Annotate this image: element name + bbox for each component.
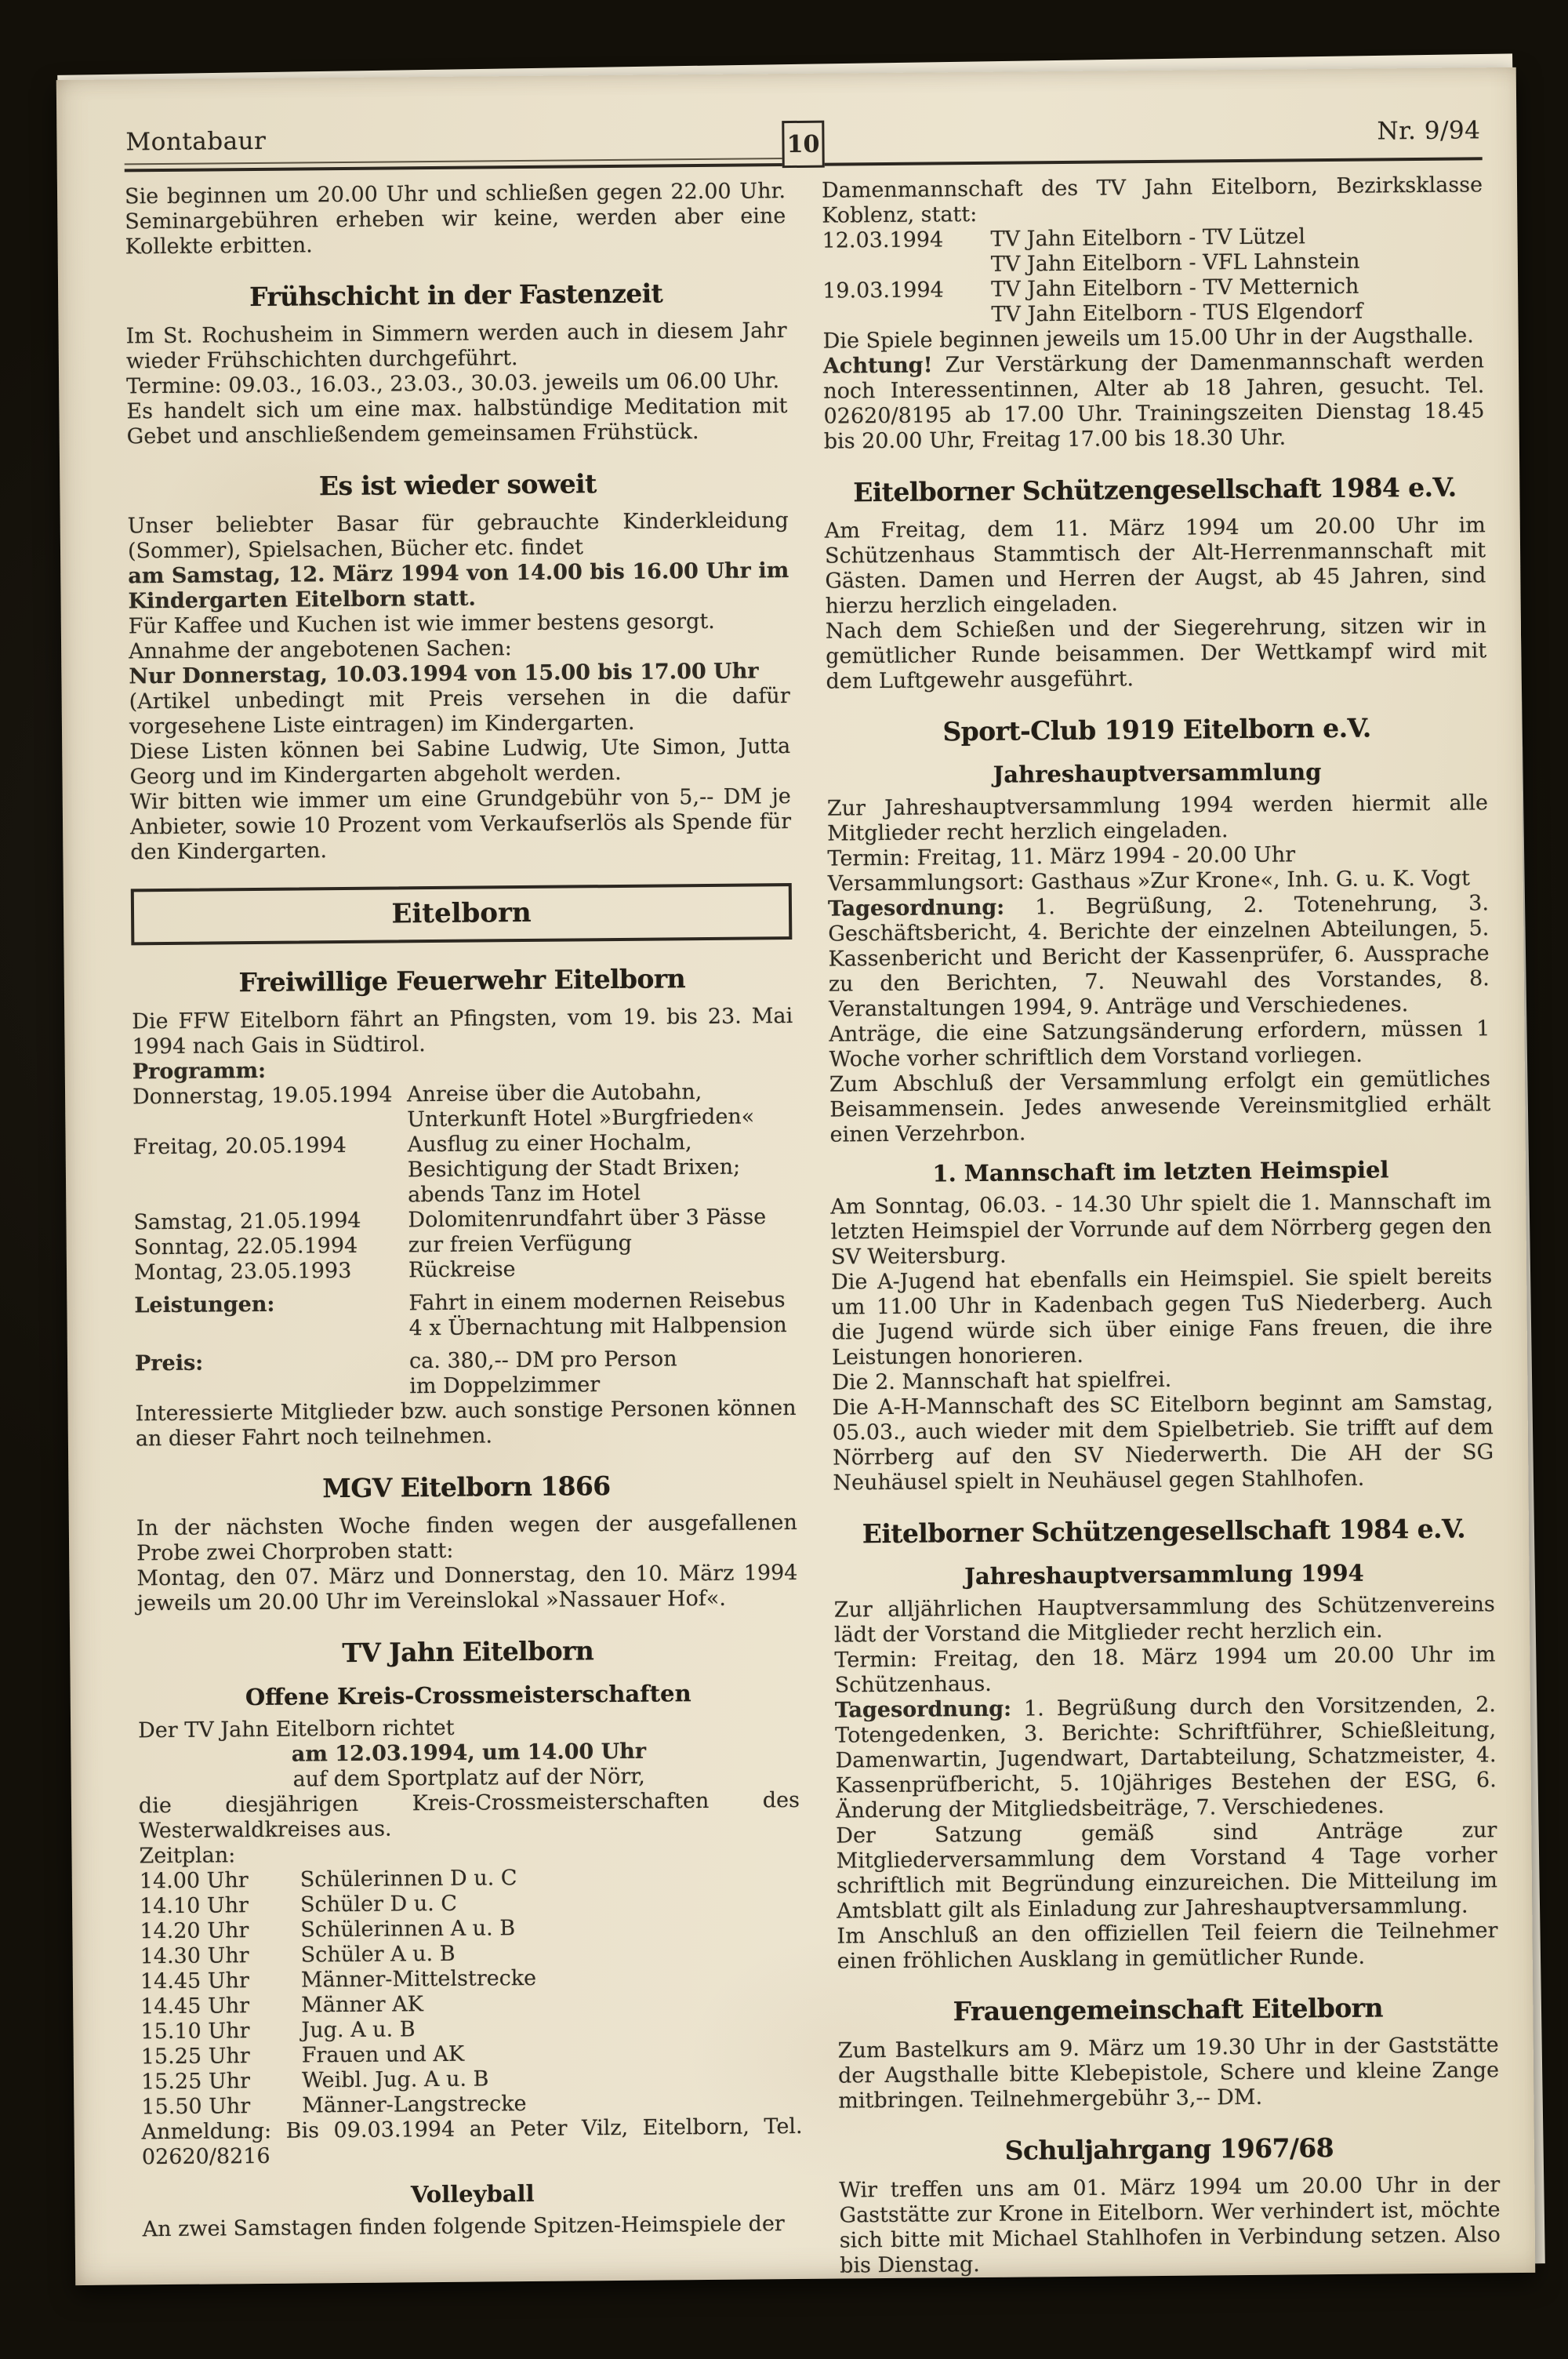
row-value <box>408 1288 796 1341</box>
row-value-line: Ausflug zu einer Hochalm, Besichtigung der Stadt Brixen; <box>407 1130 741 1183</box>
row-value-line: Schülerinnen D u. C <box>299 1866 517 1892</box>
row-value-line: Weibl. Jug. A u. B <box>301 2066 489 2093</box>
paragraph: Am Sonntag, 06.03. - 14.30 Uhr spielt die 1. Mannschaft im letzten Heimspiel der Vorrunde auf dem Nörrberg gegen den SV Weitersburg. <box>830 1189 1492 1270</box>
paragraph: Es handelt sich um eine max. halbstündige Meditation mit Gebet und anschließendem gemeinsamen Frühstück. <box>126 394 788 449</box>
row-label: Leistungen: <box>134 1292 275 1318</box>
page-number: 10 <box>786 130 820 158</box>
sub-heading: 1. Mannschaft im letzten Heimspiel <box>932 1156 1389 1187</box>
page-number-box <box>782 121 825 168</box>
page-content <box>56 67 1535 2285</box>
left-column <box>125 179 804 2284</box>
paragraph: Sie beginnen um 20.00 Uhr und schließen gegen 22.00 Uhr. Seminargebühren erheben wir keine, werden aber eine Kollekte erbitten. <box>124 179 786 260</box>
table-row <box>134 1255 795 1285</box>
paragraph <box>823 348 1485 454</box>
row-label: 19.03.1994 <box>822 278 944 304</box>
trip-program <box>132 1079 796 1401</box>
right-column <box>822 173 1501 2278</box>
paragraph: Für Kaffee und Kuchen ist wie immer bestens gesorgt. <box>128 609 715 639</box>
row-value-line: Schüler D u. C <box>299 1891 458 1917</box>
section-heading: Frauengemeinschaft Eitelborn <box>953 1992 1384 2027</box>
row-value-line: Schülerinnen A u. B <box>300 1916 516 1943</box>
row-value-line: Fahrt in einem modernen Reisebus <box>408 1288 786 1316</box>
paragraph: Termine: 09.03., 16.03., 23.03., 30.03. jeweils um 06.00 Uhr. <box>126 369 780 399</box>
row-label: 15.25 Uhr <box>140 2069 251 2095</box>
table-row <box>133 1129 795 1210</box>
sub-heading: Jahreshauptversammlung <box>993 758 1322 788</box>
sub-heading: Jahreshauptversammlung 1994 <box>964 1559 1364 1590</box>
row-label: Freitag, 20.05.1994 <box>132 1133 347 1160</box>
paragraph: Im St. Rochusheim in Simmern werden auch in diesem Jahr wieder Frühschichten durchgeführt. <box>125 318 787 374</box>
paragraph: Im Anschluß an den offiziellen Teil feiern die Teilnehmer einen fröhlichen Ausklang in gemütlicher Runde. <box>837 1918 1498 1974</box>
row-value-line: Rückreise <box>408 1257 516 1283</box>
row-value <box>407 1129 794 1208</box>
bold-lead-text: Tagesordnung: <box>834 1696 1012 1723</box>
row-value-line: Männer-Mittelstrecke <box>300 1965 537 1993</box>
paragraph: Montag, den 07. März und Donnerstag, den 10. März 1994 jeweils um 20.00 Uhr im Vereinslokal »Nassauer Hof«. <box>136 1560 798 1616</box>
row-value-line: TV Jahn Eitelborn - VFL Lahnstein <box>990 249 1360 277</box>
paragraph: auf dem Sportplatz auf der Nörr, <box>292 1764 645 1792</box>
table-row <box>134 1288 796 1343</box>
paragraph: Zur Jahreshauptversammlung 1994 werden hiermit alle Mitglieder recht herzlich eingeladen. <box>826 791 1489 846</box>
row-label <box>822 253 991 279</box>
paragraph-text: 1. Begrüßung, 2. Totenehrung, 3. Geschäftsbericht, 4. Berichte der einzelnen Abteilungen, 5. Kassenbericht und Bericht der Kassenprüfer, 6. Aussprache zu den Berichten, 7. Neuwahl des Vorstandes, 8. Veranstaltungen 1994, 9. Anträge und Verschiedenes. <box>828 891 1490 1022</box>
row-value-line: Männer AK <box>301 1992 424 2018</box>
bold-lead-text: Achtung! <box>822 353 933 379</box>
row-label: Sonntag, 22.05.1994 <box>133 1233 358 1260</box>
paragraph: Nur Donnerstag, 10.03.1994 von 15.00 bis 17.00 Uhr <box>129 659 759 689</box>
paragraph: Unser beliebter Basar für gebrauchte Kinderkleidung (Sommer), Spielsachen, Bücher etc. findet <box>127 508 789 564</box>
paragraph: Versammlungsort: Gasthaus »Zur Krone«, Inh. G. u. K. Vogt <box>827 866 1471 896</box>
row-value-line: Männer-Langstrecke <box>302 2092 527 2118</box>
section-heading: Eitelborner Schützengesellschaft 1984 e.V. <box>862 1513 1466 1550</box>
row-label: 15.25 Uhr <box>140 2044 250 2070</box>
row-value-line: Jug. A u. B <box>301 2017 416 2043</box>
row-label: Preis: <box>134 1350 204 1376</box>
row-value-line: Dolomitenrundfahrt über 3 Pässe <box>408 1205 767 1233</box>
paragraph: Zum Bastelkurs am 9. März um 19.30 Uhr in der Gaststätte der Augsthalle bitte Klebepistole, Schere und kleine Zange mitbringen. Teilnehmergebühr 3,-- DM. <box>837 2033 1500 2114</box>
paragraph: Damenmannschaft des TV Jahn Eitelborn, Bezirksklasse Koblenz, statt: <box>821 173 1483 228</box>
row-label: 15.50 Uhr <box>141 2094 251 2120</box>
cross-schedule <box>140 1863 803 2120</box>
row-label: 14.20 Uhr <box>140 1918 249 1944</box>
paragraph: Programm: <box>132 1058 267 1085</box>
paragraph: Zeitplan: <box>139 1843 236 1869</box>
paragraph: Zum Abschluß der Versammlung erfolgt ein gemütliches Beisammensein. Jedes anwesende Vereinsmitglied erhält einen Verzehrbon. <box>829 1067 1491 1147</box>
paragraph: Die A-H-Mannschaft des SC Eitelborn beginnt am Samstag, 05.03., auch wieder mit dem Spielbetrieb. Sie trifft auf dem Nörrberg auf den SV Niederwerth. Die AH der SG Neuhäusel spielt in Neuhäusel gegen Stahlhofen. <box>832 1390 1494 1496</box>
paragraph: Annahme der angebotenen Sachen: <box>128 636 512 664</box>
section-heading: MGV Eitelborn 1866 <box>322 1470 611 1504</box>
row-value-line: TV Jahn Eitelborn - TV Lützel <box>990 224 1306 252</box>
paragraph-text: 1. Begrüßung durch den Vorsitzenden, 2. Totengedenken, 3. Berichte: Schriftführer, Schießleitung, Damenwartin, Jugendwart, Dartabteilung, Schatzmeister, 4. Kassenprüfbericht, 5. 10jähriges Bestehen der ESG, 6. Änderung der Mitgliedsbeiträge, 7. Verschiedenes. <box>835 1692 1497 1823</box>
two-column-layout <box>125 173 1501 2284</box>
header-issue: Nr. 9/94 <box>1377 116 1481 146</box>
paragraph: Die 2. Mannschaft hat spielfrei. <box>832 1367 1172 1395</box>
scanned-newsletter-page <box>56 67 1535 2285</box>
row-label: Donnerstag, 19.05.1994 <box>132 1082 393 1110</box>
paragraph: am Samstag, 12. März 1994 von 14.00 bis 16.00 Uhr im Kindergarten Eitelborn statt. <box>128 558 789 614</box>
paragraph: (Artikel unbedingt mit Preis versehen in die dafür vorgesehene Liste eintragen) im Kindergarten. <box>129 684 790 740</box>
paragraph: Am Freitag, dem 11. März 1994 um 20.00 Uhr im Schützenhaus Stammtisch der Alt-Herrenmannschaft mit Gästen. Damen und Herren der Augst, ab 45 Jahren, sind hierzu herzlich eingeladen. <box>824 513 1486 619</box>
section-heading: Es ist wieder soweit <box>318 468 597 502</box>
row-label: 14.10 Uhr <box>139 1893 249 1919</box>
section-heading: Freiwillige Feuerwehr Eitelborn <box>238 963 686 998</box>
row-value-line: TV Jahn Eitelborn - TUS Elgendorf <box>991 299 1363 327</box>
paragraph: die diesjährigen Kreis-Crossmeisterschaften des Westerwaldkreises aus. <box>138 1787 800 1844</box>
paragraph: Nach dem Schießen und der Siegerehrung, sitzen wir in gemütlicher Runde beisammen. Der Wettkampf wird mit dem Luftgewehr ausgeführt. <box>825 613 1487 694</box>
row-label <box>822 303 991 329</box>
section-heading: TV Jahn Eitelborn <box>342 1635 594 1669</box>
paragraph: An zwei Samstagen finden folgende Spitzen-Heimspiele der <box>142 2212 785 2242</box>
row-value <box>409 1346 797 1399</box>
row-value-line: 4 x Übernachtung mit Halbpension <box>408 1313 787 1341</box>
row-value-line: Anreise über die Autobahn, Unterkunft Hotel »Burgfrieden« <box>406 1080 755 1132</box>
paragraph <box>828 891 1490 1022</box>
table-row <box>135 1346 797 1401</box>
row-label: 14.45 Uhr <box>140 1968 249 1994</box>
locality-banner: Eitelborn <box>131 883 793 945</box>
section-heading: Sport-Club 1919 Eitelborn e.V. <box>942 712 1371 747</box>
row-label: Montag, 23.05.1993 <box>133 1258 352 1285</box>
row-label: Samstag, 21.05.1994 <box>133 1208 361 1235</box>
table-row <box>132 1079 794 1135</box>
bold-lead-text: Tagesordnung: <box>827 895 1005 921</box>
paragraph: Interessierte Mitglieder bzw. auch sonstige Personen können an dieser Fahrt noch teilnehmen. <box>135 1396 797 1452</box>
row-label: 14.45 Uhr <box>140 1994 250 2019</box>
row-value-line: ca. 380,-- DM pro Person <box>408 1347 677 1374</box>
paragraph: Anmeldung: Bis 09.03.1994 an Peter Vilz, Eitelborn, Tel. 02620/8216 <box>141 2114 803 2170</box>
row-value <box>408 1255 795 1283</box>
paragraph: Diese Listen können bei Sabine Ludwig, Ute Simon, Jutta Georg und im Kindergarten abgeholt werden. <box>129 734 791 790</box>
paragraph: Der TV Jahn Eitelborn richtet <box>138 1715 455 1743</box>
row-label: 12.03.1994 <box>822 227 944 253</box>
fixtures <box>822 223 1483 329</box>
row-label: 14.30 Uhr <box>140 1943 249 1969</box>
row-value-line: Schüler A u. B <box>300 1941 456 1968</box>
row-value-line: TV Jahn Eitelborn - TV Metternich <box>991 274 1359 302</box>
paragraph: Wir treffen uns am 01. März 1994 um 20.00 Uhr in der Gaststätte zur Krone in Eitelborn. Wer verhindert ist, möchte sich bitte mit Michael Stahlhofen in Verbindung setzen. Also bis Dienstag. <box>839 2172 1501 2278</box>
paragraph <box>835 1692 1497 1823</box>
row-value-line: Frauen und AK <box>301 2041 465 2068</box>
paragraph: Der Satzung gemäß sind Anträge zur Mitgliederversammlung dem Vorstand 4 Tage vorher schriftlich mit Begründung einzureichen. Die Mitteilung im Amtsblatt gilt als Einladung zur Jahreshauptversammlung. <box>836 1818 1498 1924</box>
paragraph: Die FFW Eitelborn fährt an Pfingsten, vom 19. bis 23. Mai 1994 nach Gais in Südtirol. <box>132 1004 793 1060</box>
section-heading: Eitelborner Schützengesellschaft 1984 e.V. <box>853 471 1457 508</box>
page-header <box>124 116 1482 172</box>
paragraph: Anträge, die eine Satzungsänderung erfordern, müssen 1 Woche vorher schriftlich dem Vorstand vorliegen. <box>829 1016 1490 1072</box>
row-value <box>408 1230 795 1258</box>
paragraph-text: Zur Verstärkung der Damenmannschaft werden noch Interessentinnen, Alter ab 18 Jahren, gesucht. Tel. 02620/8195 ab 17.00 Uhr. Trainingszeiten Dienstag 18.45 bis 20.00 Uhr, Freitag 17.00 bis 18.30 Uhr. <box>823 348 1485 454</box>
paragraph: Die Spiele beginnen jeweils um 15.00 Uhr in der Augsthalle. <box>822 323 1474 354</box>
paragraph: Wir bitten wie immer um eine Grundgebühr von 5,-- DM je Anbieter, sowie 10 Prozent vom Verkaufserlös als Spende für den Kindergarten. <box>129 784 792 865</box>
header-location: Montabaur <box>125 126 267 157</box>
sub-heading: Offene Kreis-Crossmeisterschaften <box>245 1680 691 1711</box>
section-heading: Schuljahrgang 1967/68 <box>1004 2132 1334 2166</box>
paragraph: am 12.03.1994, um 14.00 Uhr <box>291 1739 647 1767</box>
row-value <box>408 1205 794 1233</box>
row-label: 14.00 Uhr <box>139 1868 249 1894</box>
row-value-line: zur freien Verfügung <box>408 1230 633 1258</box>
row-value-line: abends Tanz im Hotel <box>408 1180 641 1208</box>
sub-heading: Volleyball <box>410 2179 535 2208</box>
paragraph: Termin: Freitag, den 18. März 1994 um 20.00 Uhr im Schützenhaus. <box>834 1642 1496 1698</box>
paragraph: Zur alljährlichen Hauptversammlung des Schützenvereins lädt der Vorstand die Mitglieder recht herzlich ein. <box>833 1592 1495 1648</box>
row-value-line: im Doppelzimmer <box>409 1372 601 1399</box>
paragraph: Termin: Freitag, 11. März 1994 - 20.00 Uhr <box>827 842 1296 871</box>
row-value <box>407 1079 794 1132</box>
paragraph: Die A-Jugend hat ebenfalls ein Heimspiel. Sie spielt bereits um 11.00 Uhr in Kadenbach gegen TuS Niederberg. Auch die Jugend würde sich über einige Fans freuen, die ihre Leistungen honorieren. <box>831 1264 1493 1370</box>
section-heading: Frühschicht in der Fastenzeit <box>249 278 663 313</box>
paragraph: In der nächsten Woche finden wegen der ausgefallenen Probe zwei Chorproben statt: <box>136 1510 797 1566</box>
row-label: 15.10 Uhr <box>140 2019 250 2045</box>
